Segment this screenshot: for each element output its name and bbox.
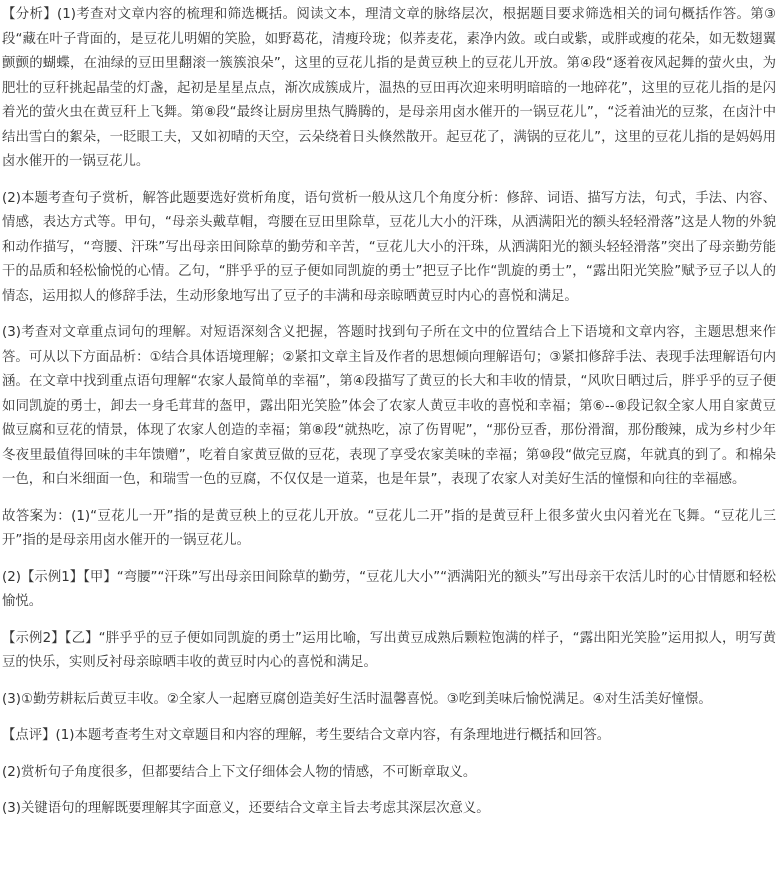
answer-paragraph-4: (3)①勤劳耕耘后黄豆丰收。②全家人一起磨豆腐创造美好生活时温馨喜悦。③吃到美味后愉悦满足。④对生活美好憧憬。 — [2, 691, 712, 707]
answer-paragraph-2: (2)【示例1】【甲】“弯腰”“汗珠”写出母亲田间除草的勤劳，“豆花儿大小”“洒满阳光的额头”写出母亲干农活儿时的心甘情愿和轻松愉悦。 — [2, 569, 776, 609]
answer-paragraph-1: 故答案为：(1)“豆花儿一开”指的是黄豆秧上的豆花儿开放。“豆花儿二开”指的是黄豆秆上很多萤火虫闪着光在飞舞。“豆花儿三开”指的是母亲用卤水催开的一锅豆花儿。 — [2, 508, 776, 548]
comment-paragraph-3: (3)关键语句的理解既要理解其字面意义，还要结合文章主旨去考虑其深层次意义。 — [2, 801, 490, 816]
answer-paragraph-3: 【示例2】【乙】“胖乎乎的豆子便如同凯旋的勇士”运用比喻，写出黄豆成熟后颗粒饱满的样子，“露出阳光笑脸”运用拟人，明写黄豆的快乐，实则反衬母亲晾晒丰收的黄豆时内心的喜悦和满足。 — [2, 630, 776, 670]
analysis-paragraph-1: 【分析】(1)考查对文章内容的梳理和筛选概括。阅读文本，理清文章的脉络层次，根据题目要求筛选相关的词句概括作答。第③段“藏在叶子背面的，是豆花儿明媚的笑脸，如野葛花，清瘦玲珑；似荞麦花，素净内敛。或白或紫，或胖或瘦的花朵，如无数翅翼颤颤的蝴蝶，在油绿的豆田里翻滚一簇簇浪朵”，这里的豆花儿指的是黄豆秧上的豆花儿开放。第④段“逐着夜风起舞的萤火虫，为肥壮的豆秆挑起晶莹的灯盏，起初是星星点点，渐次成簇成片，温热的豆田再次迎来明明暗暗的一地碎花”，这里的豆花儿指的是闪着光的萤火虫在黄豆秆上飞舞。第⑧段“最终让厨房里热气腾腾的，是母亲用卤水催开的一锅豆花儿”，“泛着油光的豆浆，在卤汁中结出雪白的絮朵，一眨眼工夫，又如初晴的天空，云朵绕着日头倏然散开。起豆花了，满锅的豆花儿”，这里的豆花儿指的是妈妈用卤水催开的一锅豆花儿。 — [2, 7, 776, 169]
comment-paragraph-1: 【点评】(1)本题考查考生对文章题目和内容的理解，考生要结合文章内容，有条理地进行概括和回答。 — [2, 728, 611, 743]
analysis-paragraph-3: (3)考查对文章重点词句的理解。对短语深刻含义把握，答题时找到句子所在文中的位置结合上下语境和文章内容，主题思想来作答。可从以下方面品析：①结合具体语境理解；②紧扣文章主旨及作者的思想倾向理解语句；③紧扣修辞手法、表现手法理解语句内涵。在文章中找到重点语句理解“农家人最简单的幸福”，第④段描写了黄豆的长大和丰收的情景，“风吹日晒过后，胖乎乎的豆子便如同凯旋的勇士，卸去一身毛茸茸的盔甲，露出阳光笑脸”体会了农家人黄豆丰收的喜悦和幸福；第⑥--⑧段记叙全家人用自家黄豆做豆腐和豆花的情景，体现了农家人创造的幸福；第⑧段“就热吃，凉了伤胃呢”，“那份豆香，那份滑溜，那份酸辣，成为乡村少年冬夜里最值得回味的丰年馈赠”，吃着自家黄豆做的豆花，表现了享受农家美味的幸福；第⑩段“做完豆腐，年就真的到了。和棉朵一色，和白米细面一色，和瑞雪一色的豆腐，不仅仅是一道菜，也是年景”，表现了农家人对美好生活的憧憬和向往的幸福感。 — [2, 325, 776, 487]
analysis-paragraph-2: (2)本题考查句子赏析，解答此题要选好赏析角度，语句赏析一般从这几个角度分析：修辞、词语、描写方法，句式，手法、内容、情感，表达方式等。甲句，“母亲头戴草帽，弯腰在豆田里除草，豆花儿大小的汗珠，从洒满阳光的额头轻轻滑落”这是人物的外貌和动作描写，“弯腰、汗珠”写出母亲田间除草的勤劳和辛苦，“豆花儿大小的汗珠，从洒满阳光的额头轻轻滑落”突出了母亲勤劳能干的品质和轻松愉悦的心情。乙句，“胖乎乎的豆子便如同凯旋的勇士”把豆子比作“凯旋的勇士”，“露出阳光笑脸”赋予豆子以人的情态，运用拟人的修辞手法，生动形象地写出了豆子的丰满和母亲晾晒黄豆时内心的喜悦和满足。 — [2, 190, 776, 304]
answer-analysis-document — [0, 3, 780, 822]
comment-paragraph-2: (2)赏析句子角度很多，但都要结合上下文仔细体会人物的情感，不可断章取义。 — [2, 764, 477, 780]
